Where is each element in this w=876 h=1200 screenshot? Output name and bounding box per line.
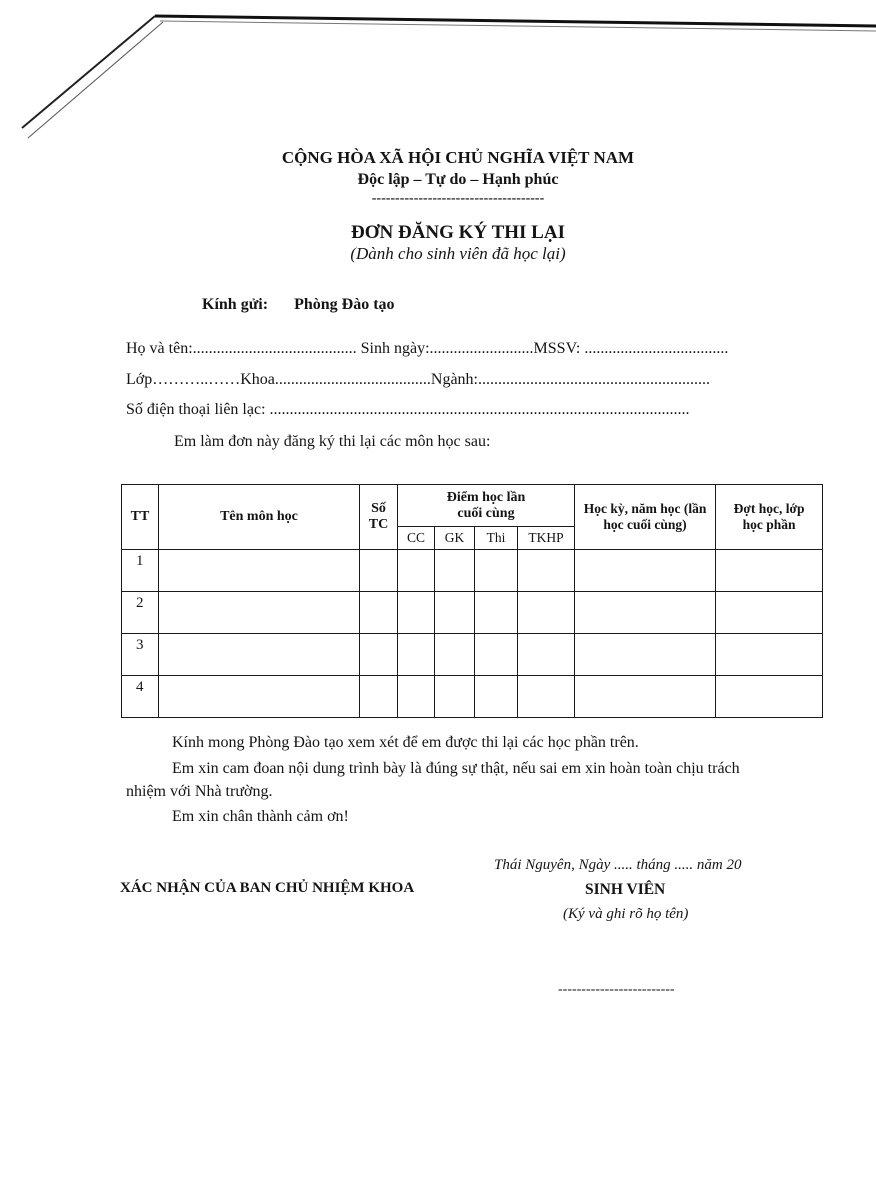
cell-gk[interactable] — [435, 592, 475, 634]
faculty-confirmation-heading: XÁC NHẬN CỦA BAN CHỦ NHIỆM KHOA — [120, 880, 415, 896]
cell-tkhp[interactable] — [518, 550, 575, 592]
cell-gk[interactable] — [435, 634, 475, 676]
header-score-cc: CC — [398, 527, 435, 550]
header-subject: Tên môn học — [159, 485, 360, 550]
form-subtitle: (Dành cho sinh viên đã học lại) — [350, 244, 566, 263]
header-semester: Học kỳ, năm học (lần học cuối cùng) — [575, 485, 716, 550]
nation-heading: CỘNG HÒA XÃ HỘI CHỦ NGHĨA VIỆT NAM — [281, 148, 635, 167]
signature-line[interactable]: ------------------------- — [558, 982, 675, 997]
commitment-paragraph-continued: nhiệm với Nhà trường. — [126, 783, 273, 800]
header-score-thi: Thi — [475, 527, 518, 550]
form-title: ĐƠN ĐĂNG KÝ THI LẠI — [351, 222, 565, 243]
header-score-tkhp: TKHP — [518, 527, 575, 550]
cell-gk[interactable] — [435, 676, 475, 718]
cell-tkhp[interactable] — [518, 634, 575, 676]
heading-divider: ------------------------------------- — [371, 191, 545, 206]
table-row — [122, 676, 823, 718]
student-signature-heading: SINH VIÊN — [585, 881, 666, 898]
table-row — [122, 550, 823, 592]
cell-subject[interactable] — [159, 592, 360, 634]
signature-instruction: (Ký và ghi rõ họ tên) — [563, 906, 689, 922]
cell-cc[interactable] — [398, 592, 435, 634]
subject-registration-table — [121, 484, 823, 718]
cell-credits[interactable] — [360, 676, 398, 718]
cell-cc[interactable] — [398, 550, 435, 592]
thanks-paragraph: Em xin chân thành cảm ơn! — [172, 808, 349, 825]
recipient-value: Phòng Đào tạo — [294, 296, 395, 313]
cell-semester[interactable] — [575, 676, 716, 718]
table-row — [122, 634, 823, 676]
cell-semester[interactable] — [575, 634, 716, 676]
place-date-line[interactable]: Thái Nguyên, Ngày ..... tháng ..... năm 20 — [494, 857, 742, 873]
class-faculty-major-field-line[interactable]: Lớp………..……Khoa.......................................Ngành:.......................................................... — [126, 371, 710, 388]
cell-thi[interactable] — [475, 634, 518, 676]
cell-batch[interactable] — [716, 592, 823, 634]
cell-cc[interactable] — [398, 634, 435, 676]
motto-heading: Độc lập – Tự do – Hạnh phúc — [357, 171, 559, 188]
cell-thi[interactable] — [475, 676, 518, 718]
header-batch: Đợt học, lớp học phần — [716, 485, 823, 550]
phone-field-line[interactable]: Số điện thoại liên lạc: ......................................................................................................... — [126, 401, 690, 418]
request-paragraph: Kính mong Phòng Đào tạo xem xét để em được thi lại các học phần trên. — [172, 734, 639, 751]
cell-batch[interactable] — [716, 634, 823, 676]
row-number: 3 — [122, 634, 159, 676]
table-row — [122, 592, 823, 634]
cell-semester[interactable] — [575, 550, 716, 592]
row-number: 4 — [122, 676, 159, 718]
header-credits: Số TC — [360, 485, 398, 550]
cell-credits[interactable] — [360, 592, 398, 634]
header-score-group: Điểm học lần cuối cùng — [398, 485, 575, 527]
cell-subject[interactable] — [159, 634, 360, 676]
cell-subject[interactable] — [159, 550, 360, 592]
header-tt: TT — [122, 485, 159, 550]
row-number: 1 — [122, 550, 159, 592]
cell-cc[interactable] — [398, 676, 435, 718]
cell-batch[interactable] — [716, 676, 823, 718]
cell-tkhp[interactable] — [518, 676, 575, 718]
header-score-gk: GK — [435, 527, 475, 550]
commitment-paragraph: Em xin cam đoan nội dung trình bày là đúng sự thật, nếu sai em xin hoàn toàn chịu trách — [172, 760, 740, 777]
cell-credits[interactable] — [360, 550, 398, 592]
intro-text: Em làm đơn này đăng ký thi lại các môn học sau: — [174, 433, 491, 450]
cell-batch[interactable] — [716, 550, 823, 592]
cell-subject[interactable] — [159, 676, 360, 718]
cell-thi[interactable] — [475, 592, 518, 634]
name-dob-id-field-line[interactable]: Họ và tên:......................................... Sinh ngày:..........................MSSV: .................................... — [126, 340, 729, 357]
cell-thi[interactable] — [475, 550, 518, 592]
row-number: 2 — [122, 592, 159, 634]
cell-gk[interactable] — [435, 550, 475, 592]
cell-credits[interactable] — [360, 634, 398, 676]
cell-semester[interactable] — [575, 592, 716, 634]
recipient-label: Kính gửi: — [202, 296, 269, 313]
recipient-line — [202, 296, 395, 314]
cell-tkhp[interactable] — [518, 592, 575, 634]
